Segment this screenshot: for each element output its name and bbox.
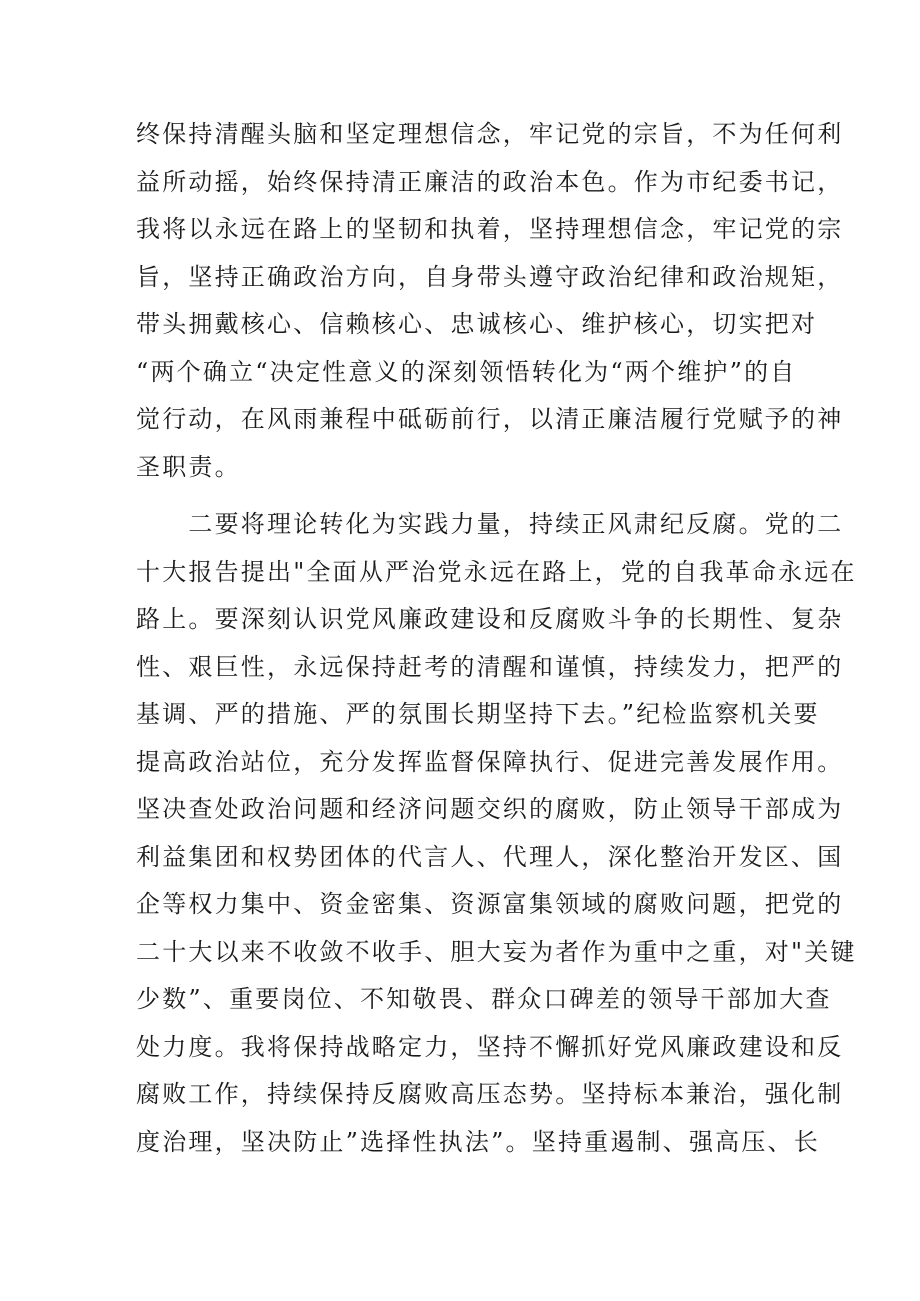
text-line: 坚决查处政治问题和经济问题交织的腐败，防止领导干部成为 bbox=[136, 795, 844, 823]
text-line: 二十大以来不收敛不收手、胆大妄为者作为重中之重，对"关键 bbox=[136, 937, 857, 966]
text-line: 二要将理论转化为实践力量，持续正风肃纪反腐。党的二 bbox=[136, 510, 844, 538]
text-line: 基调、严的措施、严的氛围长期坚持下去。”纪检监察机关要 bbox=[136, 700, 820, 728]
text-line: 企等权力集中、资金密集、资源富集领域的腐败问题，把党的 bbox=[136, 890, 844, 918]
text-line: 度治理，坚决防止”选择性执法”。坚持重遏制、强高压、长 bbox=[136, 1127, 820, 1156]
text-line: 利益集团和权势团体的代言人、代理人，深化整治开发区、国 bbox=[136, 842, 844, 871]
text-line: 提高政治站位，充分发挥监督保障执行、促进完善发展作用。 bbox=[136, 747, 844, 776]
paragraph-2 bbox=[136, 501, 857, 1166]
text-line: 益所动摇，始终保持清正廉洁的政治本色。作为市纪委书记， bbox=[136, 167, 844, 196]
text-line: 终保持清醒头脑和坚定理想信念，牢记党的宗旨，不为任何利 bbox=[136, 120, 844, 148]
text-line: “两个确立“决定性意义的深刻领悟转化为“两个维护”的自 bbox=[136, 357, 797, 386]
text-line: 腐败工作，持续保持反腐败高压态势。坚持标本兼治，强化制 bbox=[136, 1080, 844, 1108]
text-line: 旨，坚持正确政治方向，自身带头遵守政治纪律和政治规矩， bbox=[136, 262, 844, 291]
text-line: 处力度。我将保持战略定力，坚持不懈抓好党风廉政建设和反 bbox=[136, 1032, 844, 1061]
text-line: 路上。要深刻认识党风廉政建设和反腐败斗争的长期性、复杂 bbox=[136, 605, 844, 633]
text-line: 圣职责。 bbox=[136, 452, 241, 481]
text-line: 十大报告提出"全面从严治党永远在路上，党的自我革命永远在 bbox=[136, 557, 857, 586]
text-line: 少数”、重要岗位、不知敬畏、群众口碑差的领导干部加大查 bbox=[136, 985, 832, 1013]
text-line: 带头拥戴核心、信赖核心、忠诚核心、维护核心，切实把对 bbox=[136, 310, 818, 338]
text-line: 觉行动，在风雨兼程中砥砺前行，以清正廉洁履行党赋予的神 bbox=[136, 405, 844, 433]
text-line: 性、艰巨性，永远保持赶考的清醒和谨慎，持续发力，把严的 bbox=[136, 652, 844, 681]
paragraph-1 bbox=[136, 111, 844, 491]
text-line: 我将以永远在路上的坚韧和执着，坚持理想信念，牢记党的宗 bbox=[136, 215, 844, 243]
